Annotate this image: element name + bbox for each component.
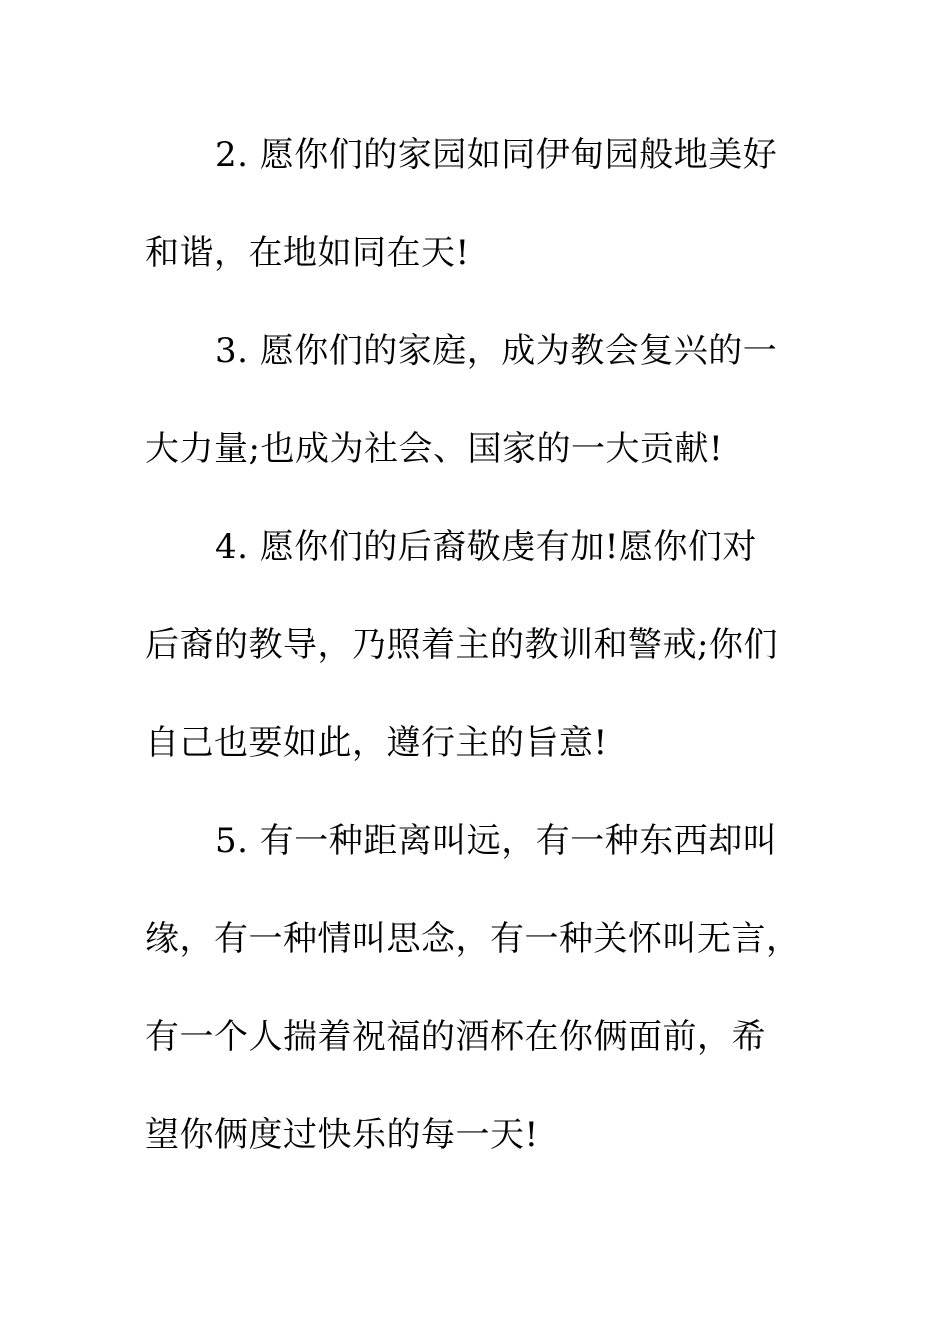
text-line: 大力量;也成为社会、国家的一大贡献!	[145, 429, 724, 469]
paragraph-3	[145, 318, 805, 514]
text-line: 有一个人揣着祝福的酒杯在你俩面前，希	[145, 1017, 766, 1057]
text-line: 缘，有一种情叫思念，有一种关怀叫无言，	[145, 919, 801, 959]
text-line: 自己也要如此，遵行主的旨意!	[145, 723, 608, 763]
text-line: 后裔的教导，乃照着主的教训和警戒;你们	[145, 625, 778, 665]
paragraph-2	[145, 122, 805, 318]
document-body	[145, 122, 805, 1200]
text-line: 2. 愿你们的家园如同伊甸园般地美好	[215, 135, 778, 175]
paragraph-5	[145, 808, 805, 1200]
text-line: 5. 有一种距离叫远，有一种东西却叫	[215, 821, 778, 861]
paragraph-4	[145, 514, 805, 808]
text-line: 3. 愿你们的家庭，成为教会复兴的一	[215, 331, 778, 371]
text-line: 4. 愿你们的后裔敬虔有加!愿你们对	[215, 527, 757, 567]
text-line: 和谐，在地如同在天!	[145, 233, 470, 273]
text-line: 望你俩度过快乐的每一天!	[145, 1115, 539, 1155]
